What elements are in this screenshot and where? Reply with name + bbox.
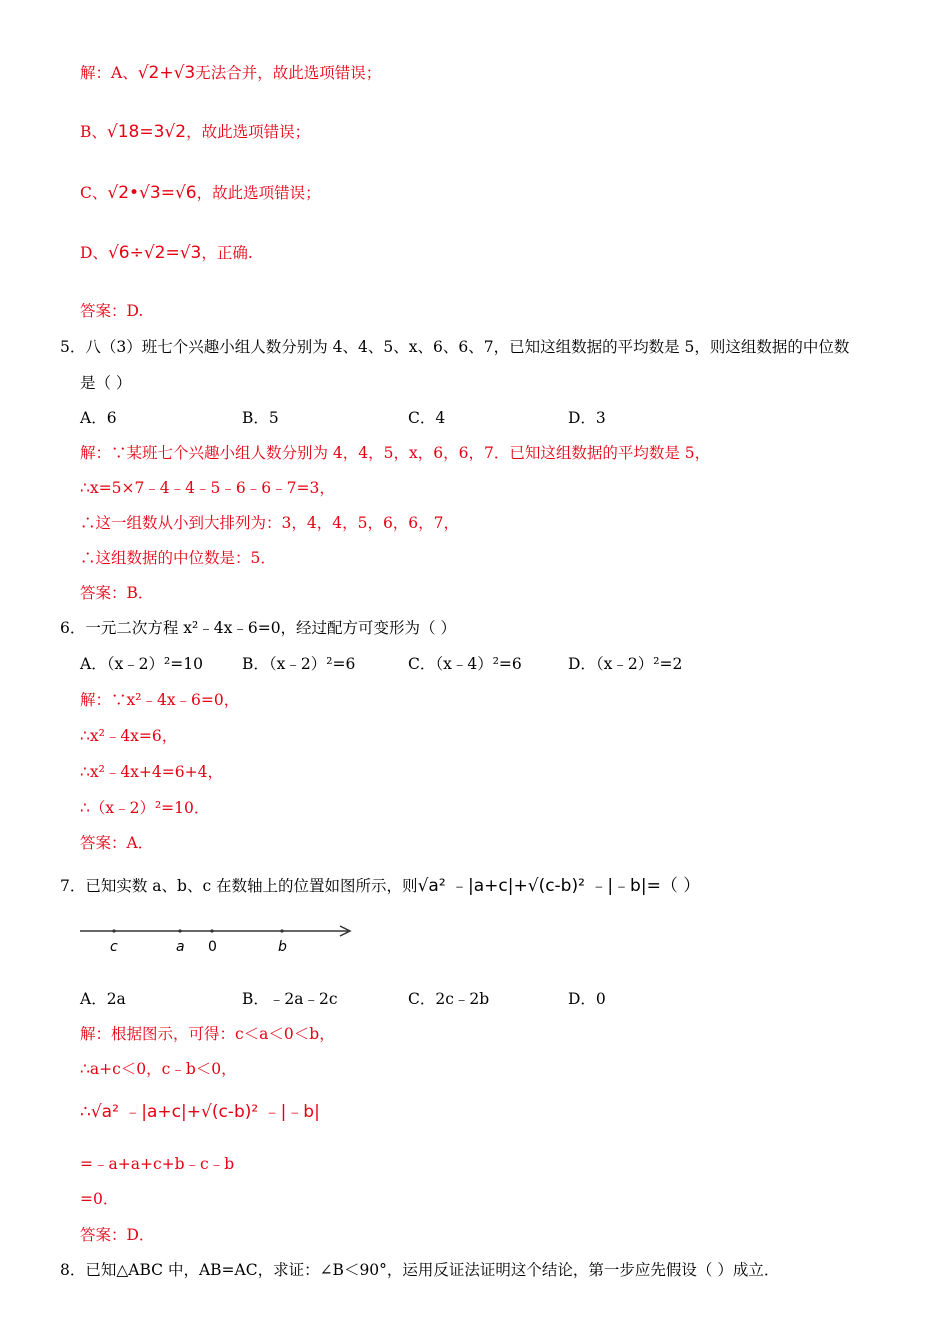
q7-option-c[interactable]: C．2c﹣2b bbox=[408, 990, 490, 1008]
q5-option-d[interactable]: D．3 bbox=[568, 409, 606, 427]
q8-stem: 8．已知△ABC 中，AB=AC，求证：∠B＜90°，运用反证法证明这个结论，第一步应先假设（ ）成立． bbox=[60, 1261, 780, 1279]
q7-option-b[interactable]: B．﹣2a﹣2c bbox=[242, 990, 338, 1008]
q4-sol-a-prefix: 解：A、 bbox=[80, 64, 138, 82]
q5-answer: 答案：B． bbox=[80, 584, 154, 602]
q4-solution-a bbox=[80, 62, 381, 84]
label-zero: 0 bbox=[208, 939, 217, 955]
q7-option-a[interactable]: A．2a bbox=[80, 990, 126, 1008]
point-b-dot bbox=[280, 929, 283, 932]
q5-solution-4: ∴这组数据的中位数是：5． bbox=[80, 549, 276, 567]
q5-option-a[interactable]: A．6 bbox=[80, 409, 117, 427]
q7-stem bbox=[60, 875, 700, 897]
q4-sol-d-expr: √6÷√2=√3 bbox=[107, 243, 202, 263]
q5-solution-2: ∴x=5×7﹣4﹣4﹣5﹣6﹣6﹣7=3， bbox=[80, 479, 335, 497]
number-line-figure bbox=[80, 920, 360, 960]
q4-sol-b-expr: √18=3√2 bbox=[106, 122, 187, 142]
label-c: c bbox=[110, 939, 118, 955]
point-a-dot bbox=[178, 929, 181, 932]
q4-solution-c bbox=[80, 182, 321, 204]
q6-solution-2: ∴x²﹣4x=6， bbox=[80, 727, 178, 745]
q6-answer: 答案：A． bbox=[80, 834, 154, 852]
q7-answer: 答案：D． bbox=[80, 1226, 155, 1244]
q5-solution-1: 解：∵某班七个兴趣小组人数分别为 4，4，5，x，6，6，7．已知这组数据的平均数是 5， bbox=[80, 444, 711, 462]
q4-sol-d-text: ，正确. bbox=[201, 244, 253, 262]
q5-option-c[interactable]: C．4 bbox=[408, 409, 446, 427]
label-a: a bbox=[176, 939, 185, 955]
q7-solution-1: 解：根据图示，可得：c＜a＜0＜b， bbox=[80, 1025, 335, 1043]
q6-stem: 6．一元二次方程 x²﹣4x﹣6=0，经过配方可变形为（ ） bbox=[60, 619, 456, 637]
q6-option-d[interactable]: D．（x﹣2）²=2 bbox=[568, 655, 683, 673]
q6-solution-4: ∴（x﹣2）²=10． bbox=[80, 799, 210, 817]
q4-sol-c-prefix: C、 bbox=[80, 184, 108, 202]
q5-solution-3: ∴这一组数从小到大排列为：3，4，4，5，6，6，7， bbox=[80, 514, 460, 532]
q4-solution-d bbox=[80, 242, 253, 264]
label-b: b bbox=[278, 939, 287, 955]
q7-solution-5: =0． bbox=[80, 1190, 119, 1208]
q4-sol-c-expr: √2•√3=√6 bbox=[107, 183, 197, 203]
q7-solution-4: =﹣a+a+c+b﹣c﹣b bbox=[80, 1155, 235, 1173]
q7-stem-prefix: 7．已知实数 a、b、c 在数轴上的位置如图所示，则 bbox=[60, 877, 418, 895]
q6-solution-1: 解：∵x²﹣4x﹣6=0， bbox=[80, 691, 240, 709]
q6-option-b[interactable]: B．（x﹣2）²=6 bbox=[242, 655, 356, 673]
q4-sol-a-text: 无法合并，故此选项错误； bbox=[195, 64, 382, 82]
q7-option-d[interactable]: D．0 bbox=[568, 990, 606, 1008]
q7-solution-2: ∴a+c＜0，c﹣b＜0， bbox=[80, 1060, 237, 1078]
q4-sol-c-text: ，故此选项错误； bbox=[196, 184, 321, 202]
q4-sol-b-text: ，故此选项错误； bbox=[186, 123, 311, 141]
point-0-dot bbox=[210, 929, 213, 932]
q4-solution-b bbox=[80, 121, 310, 143]
q7-solution-3: ∴√a² ﹣|a+c|+√(c-b)² ﹣|﹣b| bbox=[80, 1102, 320, 1122]
q4-sol-a-expr: √2+√3 bbox=[137, 63, 196, 83]
q6-solution-3: ∴x²﹣4x+4=6+4， bbox=[80, 763, 223, 781]
q4-sol-b-prefix: B、 bbox=[80, 123, 107, 141]
q6-option-c[interactable]: C．（x﹣4）²=6 bbox=[408, 655, 522, 673]
q4-sol-d-prefix: D、 bbox=[80, 244, 108, 262]
q4-answer: 答案：D. bbox=[80, 302, 144, 320]
q5-stem-line1: 5．八（3）班七个兴趣小组人数分别为 4、4、5、x、6、6、7，已知这组数据的平均数是 5，则这组数据的中位数 bbox=[60, 338, 850, 356]
q7-stem-expr: √a² ﹣|a+c|+√(c-b)² ﹣|﹣b|=（ ） bbox=[417, 876, 701, 896]
q5-stem-line2: 是（ ） bbox=[80, 374, 132, 392]
q6-option-a[interactable]: A．（x﹣2）²=10 bbox=[80, 655, 203, 673]
point-c-dot bbox=[112, 929, 115, 932]
q5-option-b[interactable]: B．5 bbox=[242, 409, 279, 427]
